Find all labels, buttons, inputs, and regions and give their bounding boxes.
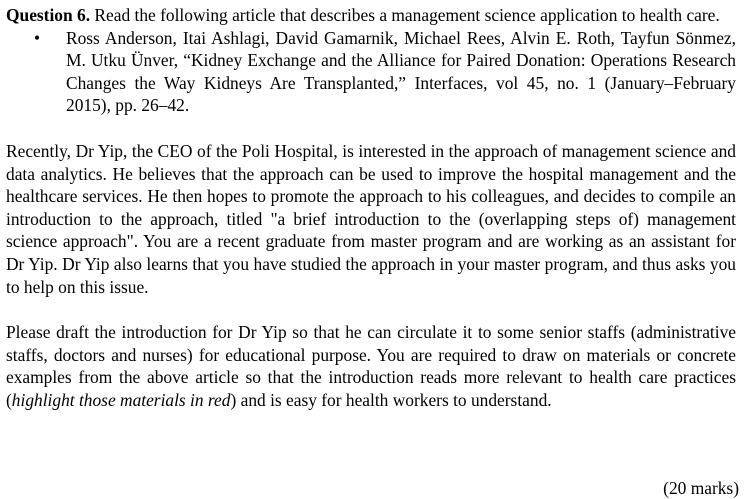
paragraph-spacer xyxy=(6,298,736,321)
question-prompt xyxy=(6,4,736,27)
task-text-start: Please draft the introduction for Dr Yip so that he can circulate it to some senior staffs (administrative staffs, doctors and nurses) for educational purpose. You are required to draw on materials or concrete examples from the above article so that the introduction reads more relevant to health care practices ( xyxy=(6,322,736,410)
paragraph-spacer xyxy=(6,117,736,140)
question-document xyxy=(6,4,736,412)
question-text: Read the following article that describes a management science application to health care. xyxy=(90,5,720,25)
reference-item xyxy=(34,27,736,117)
task-text-end: ) and is easy for health workers to understand. xyxy=(230,389,552,410)
reference-list xyxy=(6,27,736,117)
marks-label: (20 marks) xyxy=(663,478,739,498)
task-paragraph xyxy=(6,321,736,411)
reference-text: Ross Anderson, Itai Ashlagi, David Gamarnik, Michael Rees, Alvin E. Roth, Tayfun Sönmez, M. Utku Ünver, “Kidney Exchange and the Alliance for Paired Donation: Operations Research Changes the Way Kidneys Are Transplanted,” Interfaces, vol 45, no. 1 (January–February 2015), pp. 26–42. xyxy=(66,27,736,116)
scenario-paragraph: Recently, Dr Yip, the CEO of the Poli Hospital, is interested in the approach of management science and data analytics. He believes that the approach can be used to improve the hospital management and the healthcare services. He then hopes to promote the approach to his colleagues, and decides to compile an introduction to the approach, titled "a brief introduction to the (overlapping steps of) management science approach". You are a recent graduate from master program and are working as an assistant for Dr Yip. Dr Yip also learns that you have studied the approach in your master program, and thus asks you to help on this issue. xyxy=(6,140,736,297)
question-label: Question 6. xyxy=(6,5,91,25)
task-emphasis: highlight those materials in red xyxy=(11,389,231,410)
bullet-icon: • xyxy=(34,27,41,48)
